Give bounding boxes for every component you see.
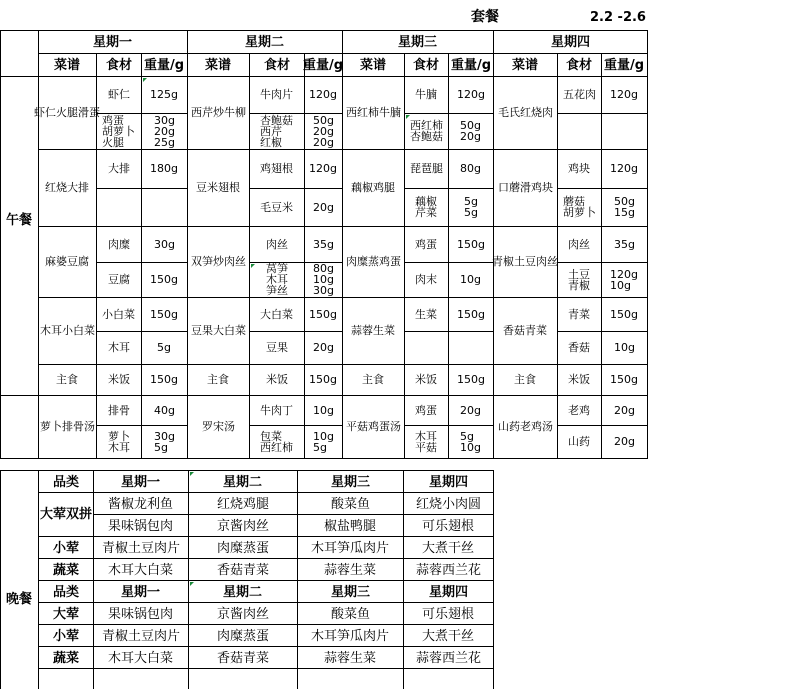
ingredient-weight: 10g bbox=[313, 404, 334, 417]
staple-weight: 150g bbox=[610, 373, 638, 386]
ingredient-weight: 50g 15g bbox=[614, 195, 635, 219]
sheet-title: 套餐 bbox=[471, 9, 499, 25]
ingredient-weight: 20g bbox=[614, 435, 635, 448]
dinner-category: 蔬菜 bbox=[53, 651, 80, 666]
ingredient-weight: 5g 5g bbox=[464, 195, 478, 219]
ingredient-weight: 80g bbox=[460, 162, 481, 175]
dinner-item: 酱椒龙利鱼 bbox=[108, 497, 174, 512]
dinner-item: 蒜蓉西兰花 bbox=[416, 651, 482, 666]
staple-weight: 150g bbox=[309, 373, 337, 386]
ingredient-name: 虾仁 bbox=[108, 88, 130, 101]
row-divider bbox=[38, 364, 648, 365]
grid-line-h bbox=[38, 558, 494, 559]
subheader-cell: 重量/g bbox=[451, 58, 492, 73]
dish-name: 藕椒鸡腿 bbox=[351, 181, 395, 194]
ingredient-name: 肉丝 bbox=[266, 238, 288, 251]
subheader-cell: 菜谱 bbox=[360, 58, 387, 73]
soup-name: 罗宋汤 bbox=[202, 420, 235, 433]
ingredient-weight: 35g bbox=[313, 238, 334, 251]
dish-name: 红烧大排 bbox=[45, 181, 89, 194]
dinner-item: 果味锅包肉 bbox=[108, 519, 174, 534]
ingredient-weight: 150g bbox=[309, 308, 337, 321]
ingredient-name: 木耳 bbox=[108, 341, 130, 354]
grid-line-h bbox=[38, 602, 494, 603]
ingredient-divider bbox=[404, 262, 494, 263]
dinner-table-top bbox=[0, 470, 494, 471]
ingredient-weight: 30g 20g 25g bbox=[154, 114, 175, 149]
ingredient-name: 杏鲍菇 西芹 红椒 bbox=[260, 114, 293, 149]
ingredient-divider bbox=[96, 425, 188, 426]
ingredient-name: 牛肉片 bbox=[260, 88, 293, 101]
ingredient-divider bbox=[557, 262, 648, 263]
cell-comment-marker bbox=[143, 78, 147, 82]
ingredient-weight: 120g bbox=[610, 88, 638, 101]
dish-name: 豆果大白菜 bbox=[191, 324, 246, 337]
ingredient-name: 豆腐 bbox=[108, 273, 130, 286]
ingredient-divider bbox=[96, 331, 188, 332]
ingredient-weight: 20g bbox=[313, 341, 334, 354]
dinner-item: 京酱肉丝 bbox=[217, 607, 270, 622]
ingredient-name: 土豆 青椒 bbox=[568, 268, 590, 292]
ingredient-weight: 150g bbox=[150, 273, 178, 286]
ingredient-name: 鸡块 bbox=[568, 162, 590, 175]
ingredient-name: 豆果 bbox=[266, 341, 288, 354]
ingredient-weight: 180g bbox=[150, 162, 178, 175]
grid-line-v bbox=[0, 470, 1, 689]
ingredient-name: 大白菜 bbox=[260, 308, 293, 321]
ingredient-weight: 150g bbox=[610, 308, 638, 321]
subheader-bottom bbox=[0, 76, 648, 77]
dinner-item: 木耳笋瓜肉片 bbox=[311, 629, 390, 644]
dinner-item: 可乐翅根 bbox=[422, 519, 475, 534]
ingredient-name: 毛豆米 bbox=[260, 201, 293, 214]
ingredient-divider bbox=[96, 262, 188, 263]
dinner-item: 椒盐鸭腿 bbox=[324, 519, 377, 534]
ingredient-divider bbox=[404, 113, 494, 114]
grid-line-h bbox=[38, 646, 494, 647]
ingredient-name: 五花肉 bbox=[563, 88, 596, 101]
ingredient-name: 鸡翅根 bbox=[260, 162, 293, 175]
ingredient-name: 大排 bbox=[108, 162, 130, 175]
staple-label: 主食 bbox=[362, 373, 384, 386]
dinner-day-header: 星期四 bbox=[429, 585, 469, 600]
dinner-item: 红烧鸡腿 bbox=[217, 497, 270, 512]
ingredient-divider bbox=[249, 188, 343, 189]
ingredient-name: 老鸡 bbox=[568, 404, 590, 417]
subheader-cell: 重量/g bbox=[604, 58, 645, 73]
subheader-cell: 食材 bbox=[566, 58, 593, 73]
ingredient-name: 萝卜 木耳 bbox=[108, 430, 130, 454]
dinner-item: 肉糜蒸蛋 bbox=[217, 629, 270, 644]
dinner-item: 青椒土豆肉片 bbox=[102, 629, 181, 644]
ingredient-weight: 35g bbox=[614, 238, 635, 251]
day-header-wed: 星期三 bbox=[398, 35, 438, 50]
dinner-category: 蔬菜 bbox=[53, 563, 80, 578]
ingredient-name: 琵琶腿 bbox=[410, 162, 443, 175]
ingredient-weight: 150g bbox=[150, 308, 178, 321]
dinner-item: 蒜蓉生菜 bbox=[324, 563, 377, 578]
ingredient-divider bbox=[557, 188, 648, 189]
dinner-item: 酸菜鱼 bbox=[331, 497, 371, 512]
dinner-day-header: 星期一 bbox=[121, 585, 161, 600]
day-header-mon: 星期一 bbox=[93, 35, 133, 50]
ingredient-divider bbox=[557, 113, 648, 114]
ingredient-weight: 5g bbox=[157, 341, 171, 354]
ingredient-name: 香菇 bbox=[568, 341, 590, 354]
ingredient-name: 牛肉丁 bbox=[260, 404, 293, 417]
dinner-item: 香菇青菜 bbox=[217, 651, 270, 666]
grid-line-h bbox=[38, 536, 494, 537]
ingredient-weight: 20g bbox=[313, 201, 334, 214]
dinner-category: 大荤 bbox=[53, 607, 80, 622]
dinner-day-header: 星期四 bbox=[429, 475, 469, 490]
staple-row-bottom bbox=[0, 395, 648, 396]
subheader-cell: 菜谱 bbox=[205, 58, 232, 73]
grid-line-h bbox=[38, 492, 494, 493]
subheader-cell: 重量/g bbox=[303, 58, 344, 73]
dinner-item: 大煮干丝 bbox=[422, 629, 475, 644]
ingredient-name: 木耳 平菇 bbox=[415, 430, 437, 454]
dinner-item: 大煮干丝 bbox=[422, 541, 475, 556]
ingredient-name: 鸡蛋 bbox=[415, 238, 437, 251]
row-divider bbox=[38, 297, 648, 298]
ingredient-name: 肉末 bbox=[415, 273, 437, 286]
dish-name: 肉糜蒸鸡蛋 bbox=[346, 255, 401, 268]
grid-line-h bbox=[38, 668, 494, 669]
row-divider bbox=[38, 226, 648, 227]
dinner-item: 果味锅包肉 bbox=[108, 607, 174, 622]
ingredient-name: 鸡蛋 bbox=[415, 404, 437, 417]
soup-name: 平菇鸡蛋汤 bbox=[346, 420, 401, 433]
ingredient-name: 蘑菇 胡萝卜 bbox=[563, 195, 596, 219]
staple-ingredient: 米饭 bbox=[568, 373, 590, 386]
ingredient-divider bbox=[249, 425, 343, 426]
ingredient-weight: 20g bbox=[614, 404, 635, 417]
cell-comment-marker bbox=[251, 264, 255, 268]
dish-name: 香菇青菜 bbox=[503, 324, 547, 337]
dinner-category: 小荤 bbox=[53, 629, 80, 644]
dinner-item: 红烧小肉圆 bbox=[416, 497, 482, 512]
subheader-cell: 重量/g bbox=[144, 58, 185, 73]
dinner-category-header: 品类 bbox=[53, 585, 80, 600]
grid-line-h bbox=[38, 624, 494, 625]
ingredient-divider bbox=[404, 331, 494, 332]
ingredient-weight: 10g 5g bbox=[313, 430, 334, 454]
dinner-item: 京酱肉丝 bbox=[217, 519, 270, 534]
cell-comment-marker bbox=[190, 582, 194, 586]
ingredient-name: 鸡蛋 胡萝卜 火腿 bbox=[102, 114, 135, 149]
subheader-cell: 菜谱 bbox=[54, 58, 81, 73]
ingredient-name: 生菜 bbox=[415, 308, 437, 321]
dish-name: 口蘑滑鸡块 bbox=[498, 181, 553, 194]
ingredient-name: 牛腩 bbox=[415, 88, 437, 101]
dish-name: 虾仁火腿滑蛋 bbox=[34, 106, 100, 119]
ingredient-weight: 10g bbox=[614, 341, 635, 354]
cell-comment-marker bbox=[406, 115, 410, 119]
dish-name: 毛氏红烧肉 bbox=[498, 106, 553, 119]
staple-weight: 150g bbox=[457, 373, 485, 386]
row-divider bbox=[38, 149, 648, 150]
ingredient-name: 西红柿 杏鲍菇 bbox=[410, 119, 443, 143]
cell-comment-marker bbox=[190, 472, 194, 476]
day-header-thu: 星期四 bbox=[551, 35, 591, 50]
ingredient-divider bbox=[557, 331, 648, 332]
staple-ingredient: 米饭 bbox=[415, 373, 437, 386]
ingredient-name: 肉丝 bbox=[568, 238, 590, 251]
dinner-category-header: 品类 bbox=[53, 475, 80, 490]
soup-name: 萝卜排骨汤 bbox=[40, 420, 95, 433]
ingredient-name: 青菜 bbox=[568, 308, 590, 321]
ingredient-name: 肉糜 bbox=[108, 238, 130, 251]
ingredient-name: 排骨 bbox=[108, 404, 130, 417]
ingredient-weight: 120g bbox=[457, 88, 485, 101]
lunch-table-bottom bbox=[0, 458, 648, 459]
dinner-category: 大荤双拼 bbox=[40, 507, 93, 522]
ingredient-divider bbox=[404, 188, 494, 189]
dinner-category: 小荤 bbox=[53, 541, 80, 556]
dinner-label: 晚餐 bbox=[6, 592, 33, 607]
staple-weight: 150g bbox=[150, 373, 178, 386]
dish-name: 西芹炒牛柳 bbox=[191, 106, 246, 119]
dinner-item: 蒜蓉西兰花 bbox=[416, 563, 482, 578]
ingredient-divider bbox=[249, 331, 343, 332]
grid-line-h bbox=[38, 580, 494, 581]
ingredient-weight: 150g bbox=[457, 238, 485, 251]
dish-name: 豆米翅根 bbox=[196, 181, 240, 194]
dish-name: 西红柿牛腩 bbox=[346, 106, 401, 119]
ingredient-weight: 10g bbox=[460, 273, 481, 286]
subheader-cell: 食材 bbox=[264, 58, 291, 73]
dinner-item: 木耳大白菜 bbox=[108, 651, 174, 666]
ingredient-divider bbox=[404, 425, 494, 426]
dinner-item: 蒜蓉生菜 bbox=[324, 651, 377, 666]
dinner-item: 香菇青菜 bbox=[217, 563, 270, 578]
dinner-day-header: 星期一 bbox=[121, 475, 161, 490]
dinner-item: 肉糜蒸蛋 bbox=[217, 541, 270, 556]
dish-name: 蒜蓉生菜 bbox=[351, 324, 395, 337]
ingredient-weight: 120g bbox=[309, 88, 337, 101]
ingredient-weight: 20g bbox=[460, 404, 481, 417]
ingredient-weight: 50g 20g bbox=[460, 119, 481, 143]
dinner-item: 木耳笋瓜肉片 bbox=[311, 541, 390, 556]
soup-name: 山药老鸡汤 bbox=[498, 420, 553, 433]
ingredient-weight: 120g bbox=[610, 162, 638, 175]
lunch-label: 午餐 bbox=[6, 213, 33, 228]
ingredient-weight: 30g bbox=[154, 238, 175, 251]
ingredient-divider bbox=[557, 425, 648, 426]
dinner-day-header: 星期二 bbox=[223, 585, 263, 600]
ingredient-weight: 80g 10g 30g bbox=[313, 262, 334, 297]
ingredient-weight: 40g bbox=[154, 404, 175, 417]
date-range: 2.2 -2.6 bbox=[590, 10, 646, 25]
subheader-cell: 食材 bbox=[413, 58, 440, 73]
table-top-border bbox=[0, 30, 648, 31]
ingredient-weight: 120g bbox=[309, 162, 337, 175]
ingredient-divider bbox=[96, 188, 188, 189]
dish-name: 木耳小白菜 bbox=[40, 324, 95, 337]
subheader-cell: 食材 bbox=[106, 58, 133, 73]
dinner-day-header: 星期三 bbox=[331, 585, 371, 600]
dinner-item: 可乐翅根 bbox=[422, 607, 475, 622]
dinner-item: 青椒土豆肉片 bbox=[102, 541, 181, 556]
dinner-day-header: 星期二 bbox=[223, 475, 263, 490]
subheader-cell: 菜谱 bbox=[512, 58, 539, 73]
ingredient-name: 小白菜 bbox=[102, 308, 135, 321]
staple-label: 主食 bbox=[514, 373, 536, 386]
staple-ingredient: 米饭 bbox=[108, 373, 130, 386]
ingredient-name: 包菜 西红柿 bbox=[260, 430, 293, 454]
ingredient-weight: 30g 5g bbox=[154, 430, 175, 454]
day-header-tue: 星期二 bbox=[245, 35, 285, 50]
ingredient-weight: 150g bbox=[457, 308, 485, 321]
ingredient-weight: 5g 10g bbox=[460, 430, 481, 454]
dish-name: 麻婆豆腐 bbox=[45, 255, 89, 268]
ingredient-name: 莴笋 木耳 笋丝 bbox=[266, 262, 288, 297]
staple-label: 主食 bbox=[56, 373, 78, 386]
dinner-day-header: 星期三 bbox=[331, 475, 371, 490]
dinner-item: 木耳大白菜 bbox=[108, 563, 174, 578]
staple-ingredient: 米饭 bbox=[266, 373, 288, 386]
dish-name: 青椒土豆肉丝 bbox=[492, 255, 558, 268]
ingredient-name: 山药 bbox=[568, 435, 590, 448]
ingredient-weight: 125g bbox=[150, 88, 178, 101]
ingredient-weight: 120g 10g bbox=[610, 268, 638, 292]
dish-name: 双笋炒肉丝 bbox=[191, 255, 246, 268]
dinner-item: 酸菜鱼 bbox=[331, 607, 371, 622]
staple-label: 主食 bbox=[207, 373, 229, 386]
ingredient-weight: 50g 20g 20g bbox=[313, 114, 334, 149]
grid-line-h bbox=[93, 514, 494, 515]
ingredient-name: 藕椒 芹菜 bbox=[415, 195, 437, 219]
